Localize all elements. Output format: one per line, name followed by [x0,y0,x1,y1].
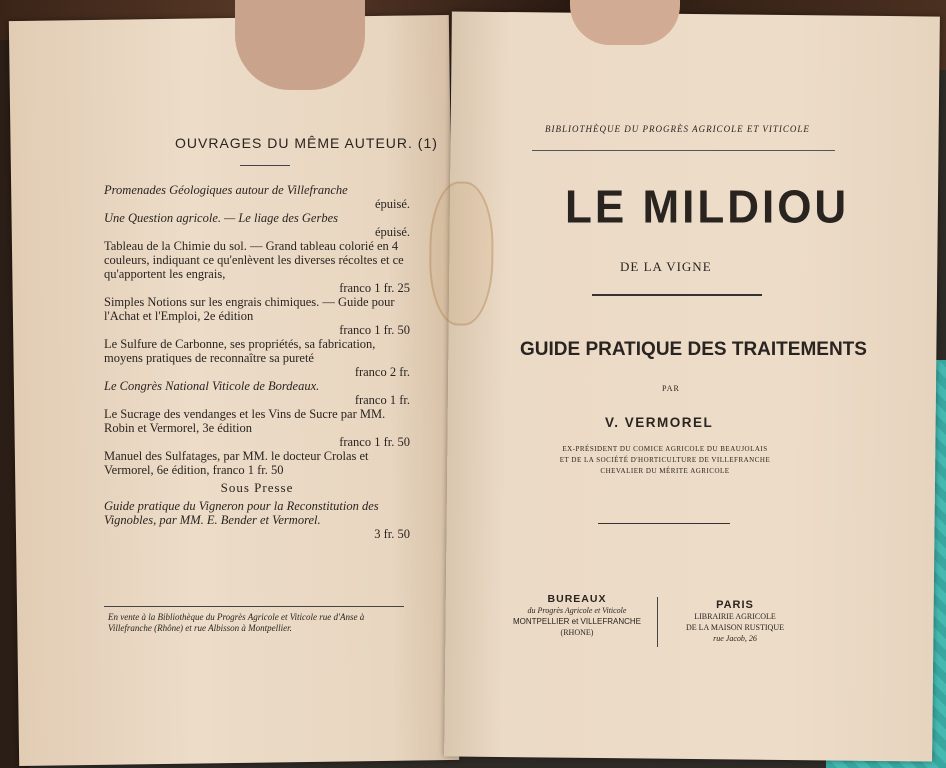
footnote: En vente à la Bibliothèque du Progrès Agricole et Viticole rue d'Anse à Villefranche (Rhône) et rue Albisson à Montpellier. [108,612,365,633]
footnote-rule [104,606,404,607]
heading-rule [240,165,290,166]
par-label: PAR [662,384,680,393]
book-title: LE MILDIOU [565,181,850,234]
list-item: Le Sulfure de Carbonne, ses propriétés, sa fabrication, moyens pratiques de reconnaître sa pureté franco 2 fr. [104,337,410,379]
list-item: Une Question agricole. — Le liage des Gerbes épuisé. [104,211,410,239]
list-item: Guide pratique du Vigneron pour la Reconstitution des Vignobles, par MM. E. Bender et Vermorel. 3 fr. 50 [104,499,410,541]
book-subtitle: DE LA VIGNE [620,259,712,274]
list-item: Le Congrès National Viticole de Bordeaux. franco 1 fr. [104,379,410,407]
column-divider [657,597,658,647]
water-stain [429,181,495,326]
holding-thumb [235,0,365,90]
left-page-heading: OUVRAGES DU MÊME AUTEUR. (1) [175,135,438,151]
works-list [104,183,410,541]
bureaux-block: BUREAUX du Progrès Agricole et Viticole MONTPELLIER et VILLEFRANCHE (RHONE) [512,593,642,637]
ornament-rule [598,523,730,524]
list-item: Simples Notions sur les engrais chimiques. — Guide pour l'Achat et l'Emploi, 2e édition franco 1 fr. 50 [104,295,410,337]
series-name: BIBLIOTHÈQUE DU PROGRÈS AGRICOLE ET VITICOLE [545,124,810,134]
guide-title: GUIDE PRATIQUE DES TRAITEMENTS [520,339,867,360]
list-item: Promenades Géologiques autour de Villefranche épuisé. [104,183,410,211]
series-rule [532,150,835,151]
paris-block: PARIS LIBRAIRIE AGRICOLE DE LA MAISON RUSTIQUE rue Jacob, 26 [686,599,784,643]
list-item: Le Sucrage des vendanges et les Vins de Sucre par MM. Robin et Vermorel, 3e édition franco 1 fr. 50 [104,407,410,449]
press-heading: Sous Presse [220,480,294,495]
ornament-rule [592,294,762,296]
list-item: Manuel des Sulfatages, par MM. le docteur Crolas et Vermorel, 6e édition, franco 1 fr. 50 [104,449,369,477]
list-item: Tableau de la Chimie du sol. — Grand tableau colorié en 4 couleurs, indiquant ce qu'enlèvent les diverses récoltes et ce qu'apportent les engrais, franco 1 fr. 25 [104,239,410,295]
author-credentials: EX-PRÉSIDENT DU COMICE AGRICOLE DU BEAUJOLAIS ET DE LA SOCIÉTÉ D'HORTICULTURE DE VILLEFRANCHE CHEVALIER DU MÉRITE AGRICOLE [559,445,771,475]
author-name: V. VERMOREL [605,415,714,430]
